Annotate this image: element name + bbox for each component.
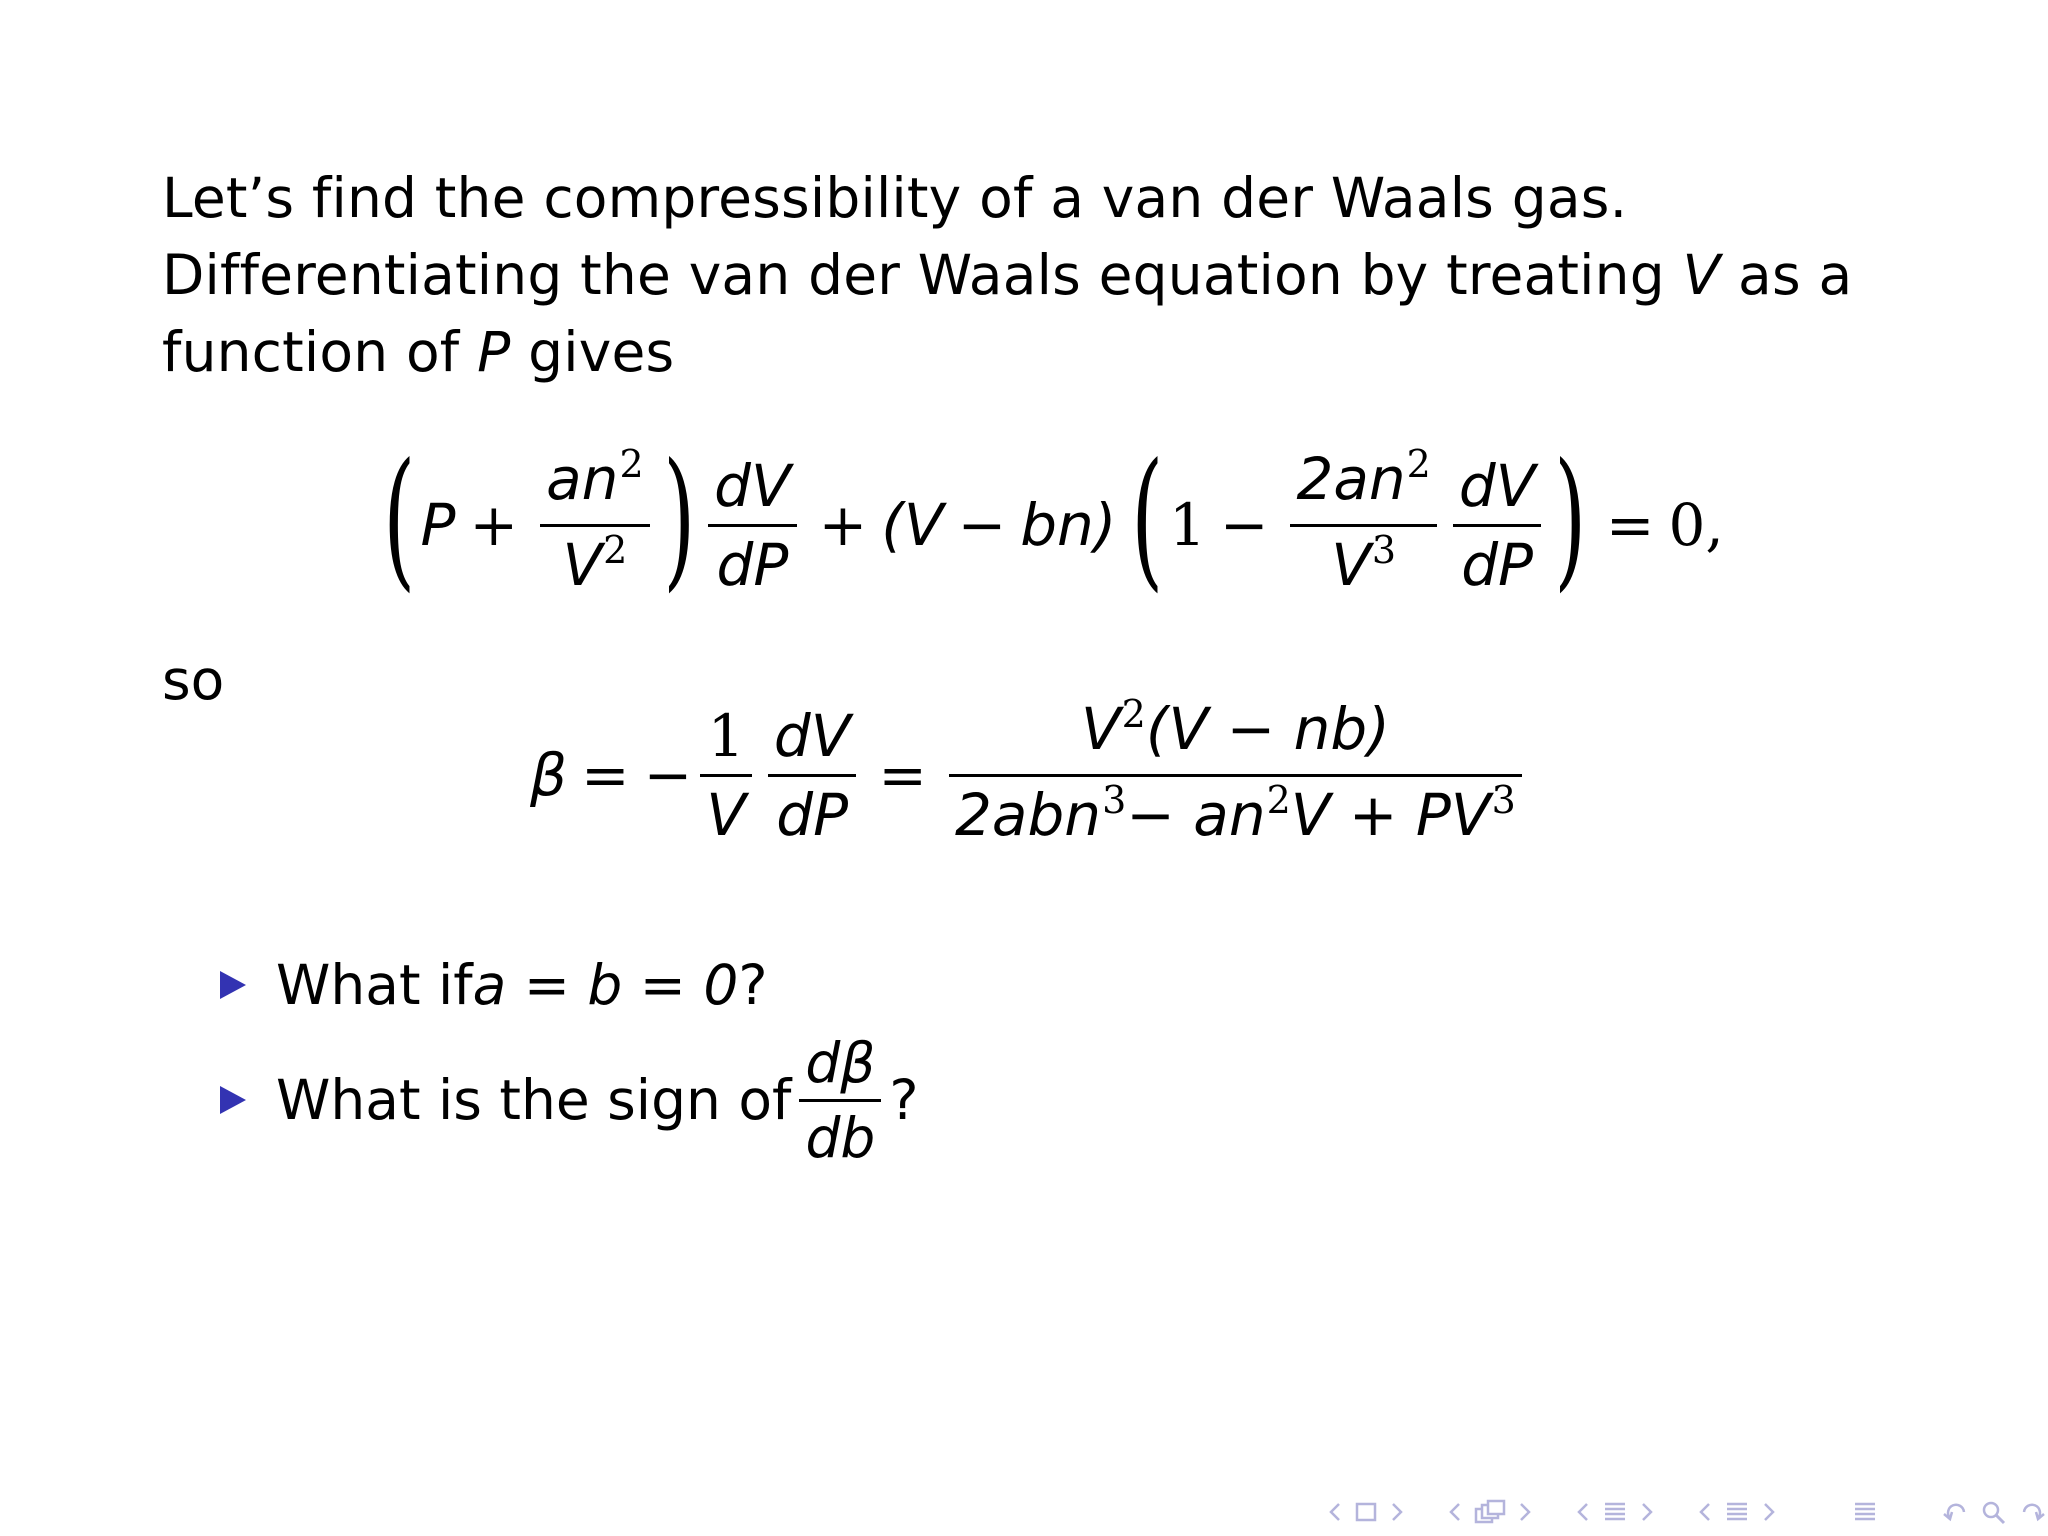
exponent: 2 [619, 441, 644, 486]
den-part-1: 2abn [955, 780, 1102, 849]
right-paren: ) [662, 432, 695, 606]
nav-document-group [1692, 1492, 1782, 1532]
bullet-text: What if [276, 953, 473, 1017]
dV: dV [1458, 451, 1536, 520]
eq2-minus: − [643, 741, 693, 809]
bullet-suffix: ? [738, 953, 768, 1017]
eq1-one: 1 [1168, 491, 1206, 559]
eq2-equals-2: = [878, 741, 928, 809]
eq1-rhs: 0, [1668, 491, 1724, 559]
exponent: 2 [1121, 691, 1146, 736]
num-V: V [1080, 694, 1121, 763]
right-paren-2: ) [1554, 432, 1587, 606]
nav-next-frame-icon[interactable] [1390, 1501, 1404, 1523]
nav-next-section-icon[interactable] [1762, 1501, 1776, 1523]
db: db [799, 1099, 881, 1166]
intro-line-2 [162, 237, 1922, 314]
eq2-equals: = [581, 741, 630, 809]
variable-P: P [477, 320, 511, 384]
one: 1 [707, 701, 745, 770]
differentiated-vdw-equation [378, 432, 1724, 610]
compressibility-equation [530, 691, 1530, 855]
exponent: 2 [603, 527, 628, 572]
dV-over-dP-2 [1453, 451, 1542, 599]
question-list [220, 945, 919, 1175]
dV-over-dP-3 [768, 701, 857, 849]
nav-prev-slide-icon[interactable] [1448, 1501, 1462, 1523]
eq1-plus-2: + [818, 491, 868, 559]
intro-paragraph [162, 160, 1922, 391]
dbeta-over-db [799, 1030, 881, 1170]
den-part-3: V + PV [1290, 780, 1491, 849]
list-item [220, 945, 919, 1025]
eq1-plus: + [469, 491, 519, 559]
exponent: 2 [1406, 441, 1431, 486]
bn-close: bn) [1020, 491, 1117, 559]
2an2-over-V3 [1290, 441, 1436, 602]
V-term: V [562, 530, 603, 599]
an-term: an [546, 444, 619, 513]
one-over-V [700, 701, 752, 849]
frame-icon [1354, 1501, 1378, 1523]
section-icon [1724, 1500, 1750, 1524]
nav-prev-subsection-icon[interactable] [1576, 1501, 1590, 1523]
bullet-text: What is the sign of [276, 1068, 792, 1132]
list-item [220, 1025, 919, 1175]
2an-term: 2an [1296, 444, 1406, 513]
search-icon[interactable] [1980, 1499, 2008, 1525]
bullet-suffix: ? [889, 1068, 919, 1132]
forward-icon[interactable] [2020, 1500, 2048, 1524]
nav-next-subsection-icon[interactable] [1640, 1501, 1654, 1523]
dV-over-dP [708, 451, 797, 599]
eq1-minus-2: − [1219, 491, 1269, 559]
intro-line-3-end: gives [510, 320, 675, 384]
nav-next-slide-icon[interactable] [1518, 1501, 1532, 1523]
num-paren: (V − nb) [1145, 694, 1390, 763]
bullet-math: a = b = 0 [472, 953, 739, 1017]
exponent: 3 [1102, 777, 1127, 822]
nav-prev-frame-icon[interactable] [1328, 1501, 1342, 1523]
subsection-icon [1602, 1500, 1628, 1524]
V-term: V [1331, 530, 1371, 599]
eq1-equals: = [1605, 491, 1655, 559]
eq1-minus: − [957, 491, 1007, 559]
intro-line-3 [162, 314, 1922, 391]
beta-result-fraction [949, 691, 1522, 852]
beta: β [530, 741, 568, 809]
left-paren: ( [383, 432, 416, 606]
V-open: (V [881, 491, 944, 559]
document-icon[interactable] [1852, 1500, 1878, 1524]
an2-over-V2 [540, 441, 650, 602]
exponent: 2 [1266, 777, 1291, 822]
intro-line-2-text: Differentiating the van der Waals equation by treating [162, 243, 1683, 307]
nav-appendix [1846, 1492, 1884, 1532]
back-icon[interactable] [1938, 1500, 1968, 1524]
connector-so: so [162, 648, 225, 712]
dP: dP [1453, 524, 1542, 595]
intro-line-1: Let’s find the compressibility of a van der Waals gas. [162, 166, 1628, 230]
den-part-2: − an [1126, 780, 1266, 849]
variable-V: V [1682, 243, 1721, 307]
slides-stack-icon [1474, 1499, 1506, 1525]
exponent: 3 [1491, 777, 1516, 822]
intro-line-3-text: function of [162, 320, 478, 384]
eq1-P: P [420, 491, 456, 559]
bullet-triangle-icon [220, 1086, 246, 1114]
left-paren-2: ( [1131, 432, 1164, 606]
dP: dP [708, 524, 797, 595]
dP: dP [768, 774, 857, 845]
V: V [700, 774, 752, 845]
intro-line-2-end: as a [1720, 243, 1853, 307]
exponent: 3 [1371, 527, 1397, 572]
nav-subsection-group [1442, 1492, 1538, 1532]
bullet-triangle-icon [220, 971, 246, 999]
dV: dV [773, 701, 851, 770]
dbeta: dβ [805, 1030, 876, 1095]
nav-search-group [1932, 1492, 2048, 1532]
nav-prev-section-icon[interactable] [1698, 1501, 1712, 1523]
dV: dV [714, 451, 791, 520]
nav-frame-group [1322, 1492, 1410, 1532]
nav-section-group [1570, 1492, 1660, 1532]
